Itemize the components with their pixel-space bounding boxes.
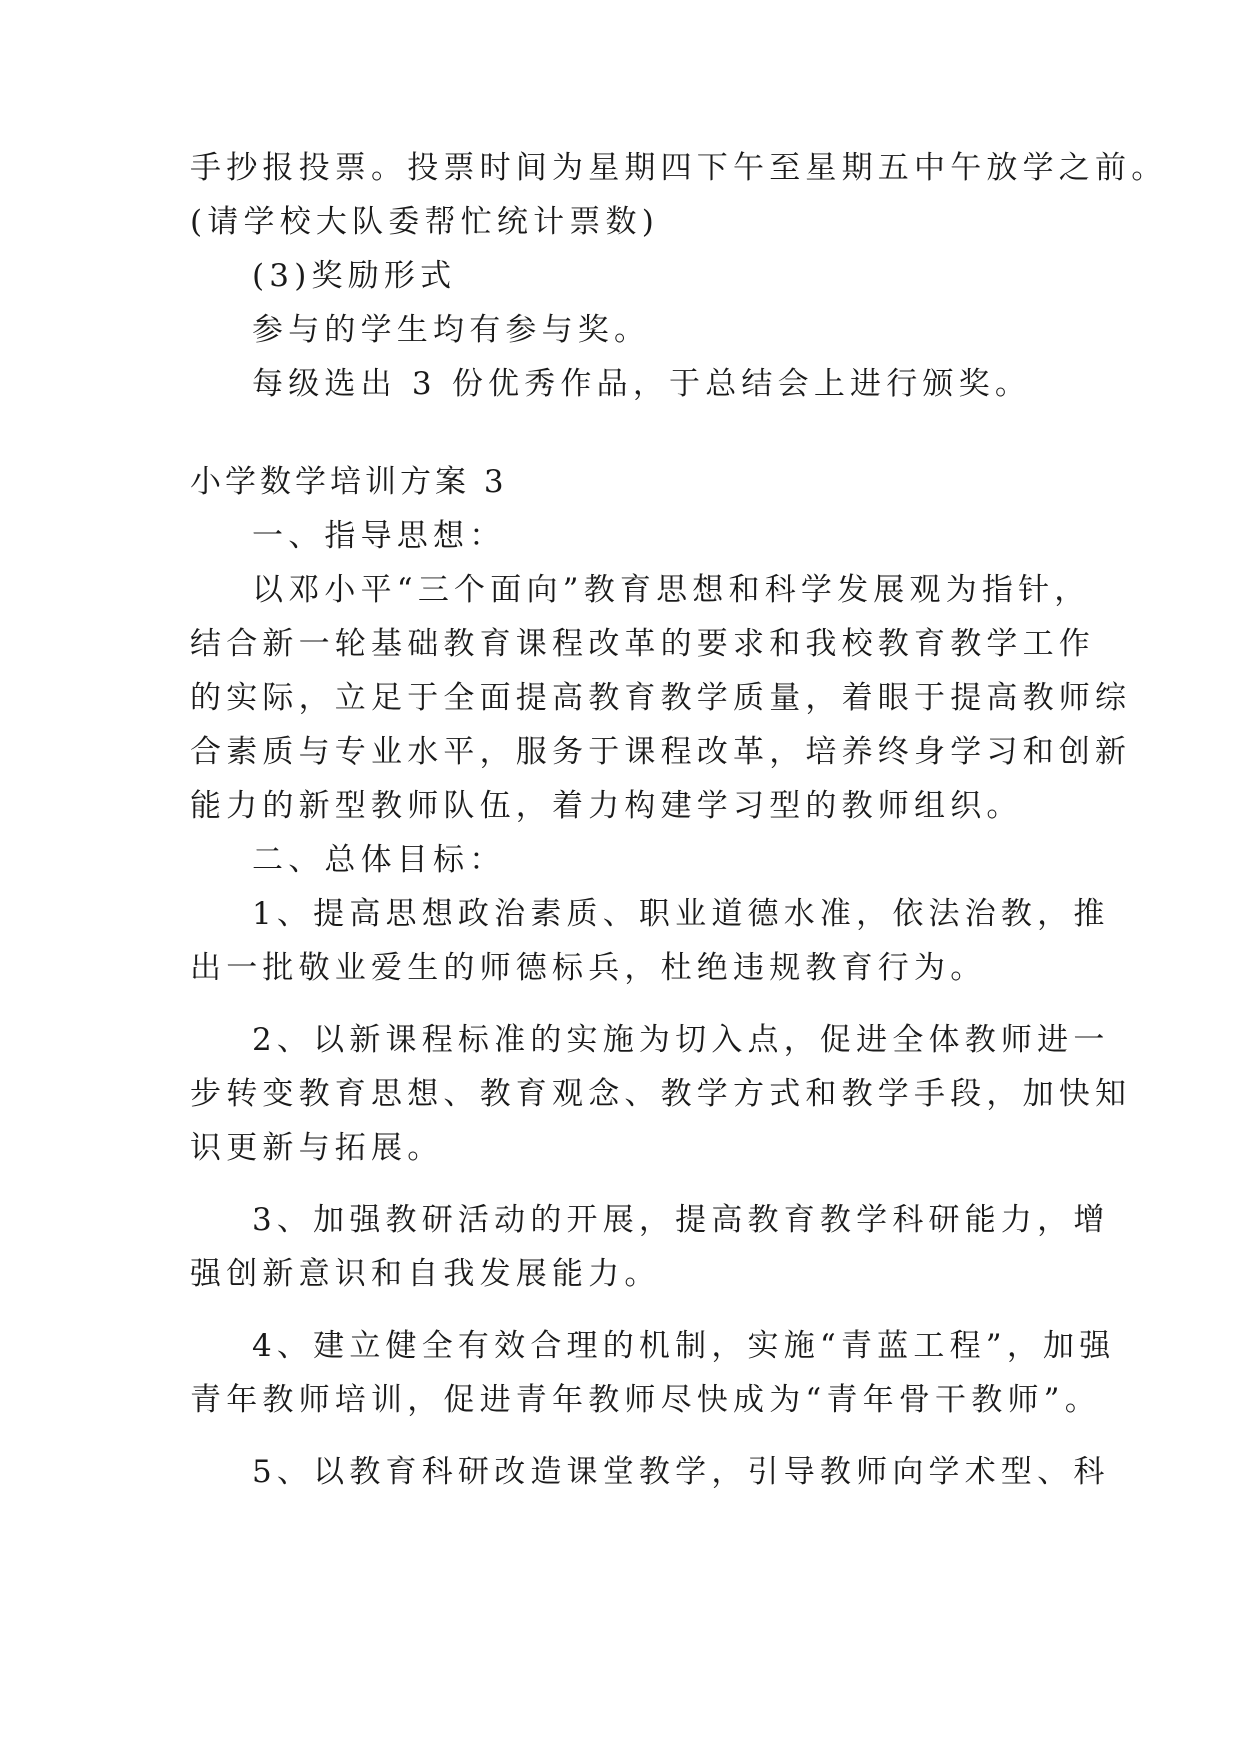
paragraph-line: 每级选出 3 份优秀作品，于总结会上进行颁奖。: [252, 366, 1032, 402]
list-item-line: 1、提高思想政治素质、职业道德水准，依法治教，推: [252, 896, 1110, 932]
list-item-line: 4、建立健全有效合理的机制，实施“青蓝工程”，加强: [252, 1328, 1116, 1364]
paragraph-line: 能力的新型教师队伍，着力构建学习型的教师组织。: [190, 788, 1023, 824]
paragraph-line: 结合新一轮基础教育课程改革的要求和我校教育教学工作: [190, 626, 1095, 662]
section-heading: 一、指导思想：: [252, 518, 506, 554]
paragraph-line: (请学校大队委帮忙统计票数): [190, 204, 659, 240]
subheading-line: (3)奖励形式: [252, 258, 457, 294]
list-item-line: 步转变教育思想、教育观念、教学方式和教学手段，加快知: [190, 1076, 1132, 1112]
list-item-line: 2、以新课程标准的实施为切入点，促进全体教师进一: [252, 1022, 1110, 1058]
paragraph-line: 参与的学生均有参与奖。: [252, 312, 651, 348]
list-item-line: 识更新与拓展。: [190, 1130, 444, 1166]
list-item-line: 出一批敬业爱生的师德标兵，杜绝违规教育行为。: [190, 950, 987, 986]
list-item-line: 3、加强教研活动的开展，提高教育教学科研能力，增: [252, 1202, 1110, 1238]
list-item-line: 强创新意识和自我发展能力。: [190, 1256, 661, 1292]
paragraph-line: 手抄报投票。投票时间为星期四下午至星期五中午放学之前。: [190, 150, 1168, 186]
list-item-line: 5、以教育科研改造课堂教学，引导教师向学术型、科: [252, 1454, 1110, 1490]
section-heading: 二、总体目标：: [252, 842, 506, 878]
paragraph-line: 合素质与专业水平，服务于课程改革，培养终身学习和创新: [190, 734, 1132, 770]
section-title: 小学数学培训方案 3: [190, 464, 508, 500]
paragraph-line: 的实际，立足于全面提高教育教学质量，着眼于提高教师综: [190, 680, 1132, 716]
paragraph-line: 以邓小平“三个面向”教育思想和科学发展观为指针，: [252, 572, 1091, 608]
list-item-line: 青年教师培训，促进青年教师尽快成为“青年骨干教师”。: [190, 1382, 1101, 1418]
